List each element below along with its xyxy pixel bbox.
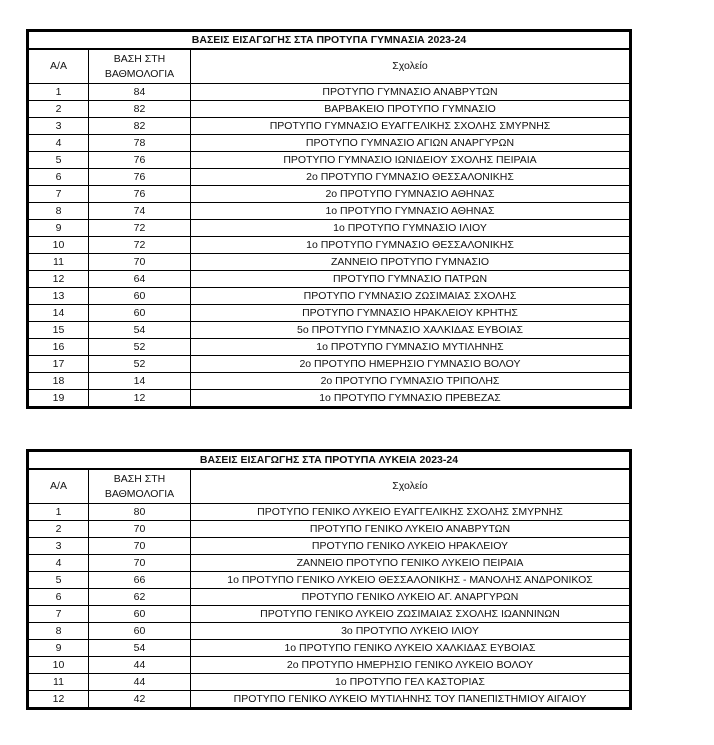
row-school-cell: 1ο ΠΡΟΤΥΠΟ ΓΕΝΙΚΟ ΛΥΚΕΙΟ ΘΕΣΣΑΛΟΝΙΚΗΣ - ΜΑΝΟΛΗΣ ΑΝΔΡΟΝΙΚΟΣ: [191, 572, 631, 589]
row-score-cell: 82: [89, 118, 191, 135]
table-row: [28, 555, 631, 572]
row-score-cell: 52: [89, 356, 191, 373]
row-school-cell: 1ο ΠΡΟΤΥΠΟ ΓΥΜΝΑΣΙΟ ΜΥΤΙΛΗΝΗΣ: [191, 339, 631, 356]
row-school-cell: 5ο ΠΡΟΤΥΠΟ ΓΥΜΝΑΣΙΟ ΧΑΛΚΙΔΑΣ ΕΥΒΟΙΑΣ: [191, 322, 631, 339]
row-school-cell: ΠΡΟΤΥΠΟ ΓΥΜΝΑΣΙΟ ΖΩΣΙΜΑΙΑΣ ΣΧΟΛΗΣ: [191, 288, 631, 305]
row-score-cell: 12: [89, 390, 191, 408]
row-school-cell: ΠΡΟΤΥΠΟ ΓΥΜΝΑΣΙΟ ΑΝΑΒΡΥΤΩΝ: [191, 84, 631, 101]
row-score-cell: 70: [89, 555, 191, 572]
table-row: [28, 203, 631, 220]
row-score-cell: 54: [89, 322, 191, 339]
table-row: [28, 589, 631, 606]
row-school-cell: ΠΡΟΤΥΠΟ ΓΕΝΙΚΟ ΛΥΚΕΙΟ ΑΝΑΒΡΥΤΩΝ: [191, 521, 631, 538]
row-index-cell: 8: [28, 623, 89, 640]
row-school-cell: ΠΡΟΤΥΠΟ ΓΥΜΝΑΣΙΟ ΑΓΙΩΝ ΑΝΑΡΓΥΡΩΝ: [191, 135, 631, 152]
table-row: [28, 152, 631, 169]
row-index-cell: 10: [28, 237, 89, 254]
column-header-score-line1: ΒΑΣΗ ΣΤΗ: [113, 472, 166, 485]
table-row: [28, 271, 631, 288]
row-index-cell: 19: [28, 390, 89, 408]
table-row: [28, 572, 631, 589]
column-header-score-line1: ΒΑΣΗ ΣΤΗ: [113, 52, 166, 65]
row-index-cell: 8: [28, 203, 89, 220]
row-score-cell: 76: [89, 186, 191, 203]
row-school-cell: 2ο ΠΡΟΤΥΠΟ ΓΥΜΝΑΣΙΟ ΘΕΣΣΑΛΟΝΙΚΗΣ: [191, 169, 631, 186]
row-score-cell: 72: [89, 220, 191, 237]
column-header-school: Σχολείο: [191, 49, 631, 84]
row-score-cell: 62: [89, 589, 191, 606]
row-score-cell: 60: [89, 606, 191, 623]
row-score-cell: 70: [89, 254, 191, 271]
row-index-cell: 16: [28, 339, 89, 356]
row-school-cell: ΖΑΝΝΕΙΟ ΠΡΟΤΥΠΟ ΓΕΝΙΚΟ ΛΥΚΕΙΟ ΠΕΙΡΑΙΑ: [191, 555, 631, 572]
row-index-cell: 11: [28, 674, 89, 691]
table-row: [28, 135, 631, 152]
row-score-cell: 76: [89, 169, 191, 186]
row-school-cell: ΠΡΟΤΥΠΟ ΓΥΜΝΑΣΙΟ ΠΑΤΡΩΝ: [191, 271, 631, 288]
row-school-cell: 1ο ΠΡΟΤΥΠΟ ΓΕΛ ΚΑΣΤΟΡΙΑΣ: [191, 674, 631, 691]
row-score-cell: 54: [89, 640, 191, 657]
table-row: [28, 339, 631, 356]
table-body: [28, 84, 631, 408]
row-score-cell: 70: [89, 538, 191, 555]
row-index-cell: 2: [28, 101, 89, 118]
row-school-cell: ΠΡΟΤΥΠΟ ΓΕΝΙΚΟ ΛΥΚΕΙΟ ΜΥΤΙΛΗΝΗΣ ΤΟΥ ΠΑΝΕΠΙΣΤΗΜΙΟΥ ΑΙΓΑΙΟΥ: [191, 691, 631, 709]
row-index-cell: 4: [28, 555, 89, 572]
table-row: [28, 373, 631, 390]
row-index-cell: 5: [28, 152, 89, 169]
row-index-cell: 12: [28, 691, 89, 709]
table-row: [28, 84, 631, 101]
table-row: [28, 538, 631, 555]
table-row: [28, 169, 631, 186]
row-score-cell: 78: [89, 135, 191, 152]
column-header-score: [89, 49, 191, 84]
row-index-cell: 10: [28, 657, 89, 674]
row-index-cell: 3: [28, 118, 89, 135]
row-index-cell: 6: [28, 589, 89, 606]
row-index-cell: 15: [28, 322, 89, 339]
row-index-cell: 5: [28, 572, 89, 589]
row-school-cell: 3ο ΠΡΟΤΥΠΟ ΛΥΚΕΙΟ ΙΛΙΟΥ: [191, 623, 631, 640]
table-row: [28, 691, 631, 709]
row-school-cell: 2ο ΠΡΟΤΥΠΟ ΓΥΜΝΑΣΙΟ ΤΡΙΠΟΛΗΣ: [191, 373, 631, 390]
row-school-cell: 1ο ΠΡΟΤΥΠΟ ΓΥΜΝΑΣΙΟ ΘΕΣΣΑΛΟΝΙΚΗΣ: [191, 237, 631, 254]
row-school-cell: ΠΡΟΤΥΠΟ ΓΕΝΙΚΟ ΛΥΚΕΙΟ ΗΡΑΚΛΕΙΟΥ: [191, 538, 631, 555]
row-school-cell: 1ο ΠΡΟΤΥΠΟ ΓΥΜΝΑΣΙΟ ΑΘΗΝΑΣ: [191, 203, 631, 220]
table-row: [28, 606, 631, 623]
column-header-score: [89, 469, 191, 504]
row-score-cell: 60: [89, 623, 191, 640]
table-body: [28, 504, 631, 709]
row-school-cell: ΠΡΟΤΥΠΟ ΓΥΜΝΑΣΙΟ ΗΡΑΚΛΕΙΟΥ ΚΡΗΤΗΣ: [191, 305, 631, 322]
table-row: [28, 254, 631, 271]
row-index-cell: 9: [28, 640, 89, 657]
row-score-cell: 76: [89, 152, 191, 169]
column-header-school: Σχολείο: [191, 469, 631, 504]
table-row: [28, 237, 631, 254]
table-row: [28, 674, 631, 691]
row-school-cell: 1ο ΠΡΟΤΥΠΟ ΓΥΜΝΑΣΙΟ ΠΡΕΒΕΖΑΣ: [191, 390, 631, 408]
row-index-cell: 14: [28, 305, 89, 322]
row-index-cell: 1: [28, 84, 89, 101]
row-score-cell: 72: [89, 237, 191, 254]
row-score-cell: 70: [89, 521, 191, 538]
row-index-cell: 3: [28, 538, 89, 555]
table-row: [28, 623, 631, 640]
row-index-cell: 18: [28, 373, 89, 390]
row-score-cell: 14: [89, 373, 191, 390]
row-index-cell: 6: [28, 169, 89, 186]
table-row: [28, 640, 631, 657]
table-row: [28, 288, 631, 305]
gymnasia-admission-table: [26, 29, 632, 409]
table-row: [28, 657, 631, 674]
column-header-index: Α/Α: [28, 49, 89, 84]
row-index-cell: 13: [28, 288, 89, 305]
row-school-cell: ΠΡΟΤΥΠΟ ΓΥΜΝΑΣΙΟ ΕΥΑΓΓΕΛΙΚΗΣ ΣΧΟΛΗΣ ΣΜΥΡΝΗΣ: [191, 118, 631, 135]
column-header-index: Α/Α: [28, 469, 89, 504]
row-index-cell: 1: [28, 504, 89, 521]
row-score-cell: 66: [89, 572, 191, 589]
row-score-cell: 84: [89, 84, 191, 101]
row-score-cell: 82: [89, 101, 191, 118]
row-school-cell: ΠΡΟΤΥΠΟ ΓΕΝΙΚΟ ΛΥΚΕΙΟ ΕΥΑΓΓΕΛΙΚΗΣ ΣΧΟΛΗΣ ΣΜΥΡΝΗΣ: [191, 504, 631, 521]
row-score-cell: 44: [89, 674, 191, 691]
table-row: [28, 322, 631, 339]
row-school-cell: 2ο ΠΡΟΤΥΠΟ ΗΜΕΡΗΣΙΟ ΓΕΝΙΚΟ ΛΥΚΕΙΟ ΒΟΛΟΥ: [191, 657, 631, 674]
row-school-cell: 2ο ΠΡΟΤΥΠΟ ΗΜΕΡΗΣΙΟ ΓΥΜΝΑΣΙΟ ΒΟΛΟΥ: [191, 356, 631, 373]
row-index-cell: 11: [28, 254, 89, 271]
lykeia-admission-table: [26, 449, 632, 710]
row-index-cell: 4: [28, 135, 89, 152]
column-header-score-line2: ΒΑΘΜΟΛΟΓΙΑ: [104, 67, 175, 80]
table-title: ΒΑΣΕΙΣ ΕΙΣΑΓΩΓΗΣ ΣΤΑ ΠΡΟΤΥΠΑ ΓΥΜΝΑΣΙΑ 2023-24: [28, 31, 631, 50]
table-row: [28, 186, 631, 203]
table-row: [28, 101, 631, 118]
row-score-cell: 74: [89, 203, 191, 220]
row-school-cell: ΠΡΟΤΥΠΟ ΓΕΝΙΚΟ ΛΥΚΕΙΟ ΖΩΣΙΜΑΙΑΣ ΣΧΟΛΗΣ ΙΩΑΝΝΙΝΩΝ: [191, 606, 631, 623]
row-index-cell: 2: [28, 521, 89, 538]
row-school-cell: 2ο ΠΡΟΤΥΠΟ ΓΥΜΝΑΣΙΟ ΑΘΗΝΑΣ: [191, 186, 631, 203]
row-score-cell: 60: [89, 305, 191, 322]
row-school-cell: ΠΡΟΤΥΠΟ ΓΕΝΙΚΟ ΛΥΚΕΙΟ ΑΓ. ΑΝΑΡΓΥΡΩΝ: [191, 589, 631, 606]
table-row: [28, 521, 631, 538]
row-index-cell: 9: [28, 220, 89, 237]
table-row: [28, 220, 631, 237]
table-row: [28, 356, 631, 373]
row-index-cell: 7: [28, 606, 89, 623]
row-index-cell: 12: [28, 271, 89, 288]
row-score-cell: 52: [89, 339, 191, 356]
row-score-cell: 80: [89, 504, 191, 521]
row-school-cell: 1ο ΠΡΟΤΥΠΟ ΓΥΜΝΑΣΙΟ ΙΛΙΟΥ: [191, 220, 631, 237]
table-row: [28, 305, 631, 322]
table-row: [28, 390, 631, 408]
row-score-cell: 44: [89, 657, 191, 674]
table-row: [28, 118, 631, 135]
row-score-cell: 64: [89, 271, 191, 288]
column-header-score-line2: ΒΑΘΜΟΛΟΓΙΑ: [104, 487, 175, 500]
row-school-cell: 1ο ΠΡΟΤΥΠΟ ΓΕΝΙΚΟ ΛΥΚΕΙΟ ΧΑΛΚΙΔΑΣ ΕΥΒΟΙΑΣ: [191, 640, 631, 657]
row-school-cell: ΖΑΝΝΕΙΟ ΠΡΟΤΥΠΟ ΓΥΜΝΑΣΙΟ: [191, 254, 631, 271]
row-school-cell: ΠΡΟΤΥΠΟ ΓΥΜΝΑΣΙΟ ΙΩΝΙΔΕΙΟΥ ΣΧΟΛΗΣ ΠΕΙΡΑΙΑ: [191, 152, 631, 169]
row-score-cell: 60: [89, 288, 191, 305]
row-school-cell: ΒΑΡΒΑΚΕΙΟ ΠΡΟΤΥΠΟ ΓΥΜΝΑΣΙΟ: [191, 101, 631, 118]
row-index-cell: 17: [28, 356, 89, 373]
table-row: [28, 504, 631, 521]
row-score-cell: 42: [89, 691, 191, 709]
table-title: ΒΑΣΕΙΣ ΕΙΣΑΓΩΓΗΣ ΣΤΑ ΠΡΟΤΥΠΑ ΛΥΚΕΙΑ 2023-24: [28, 451, 631, 470]
row-index-cell: 7: [28, 186, 89, 203]
